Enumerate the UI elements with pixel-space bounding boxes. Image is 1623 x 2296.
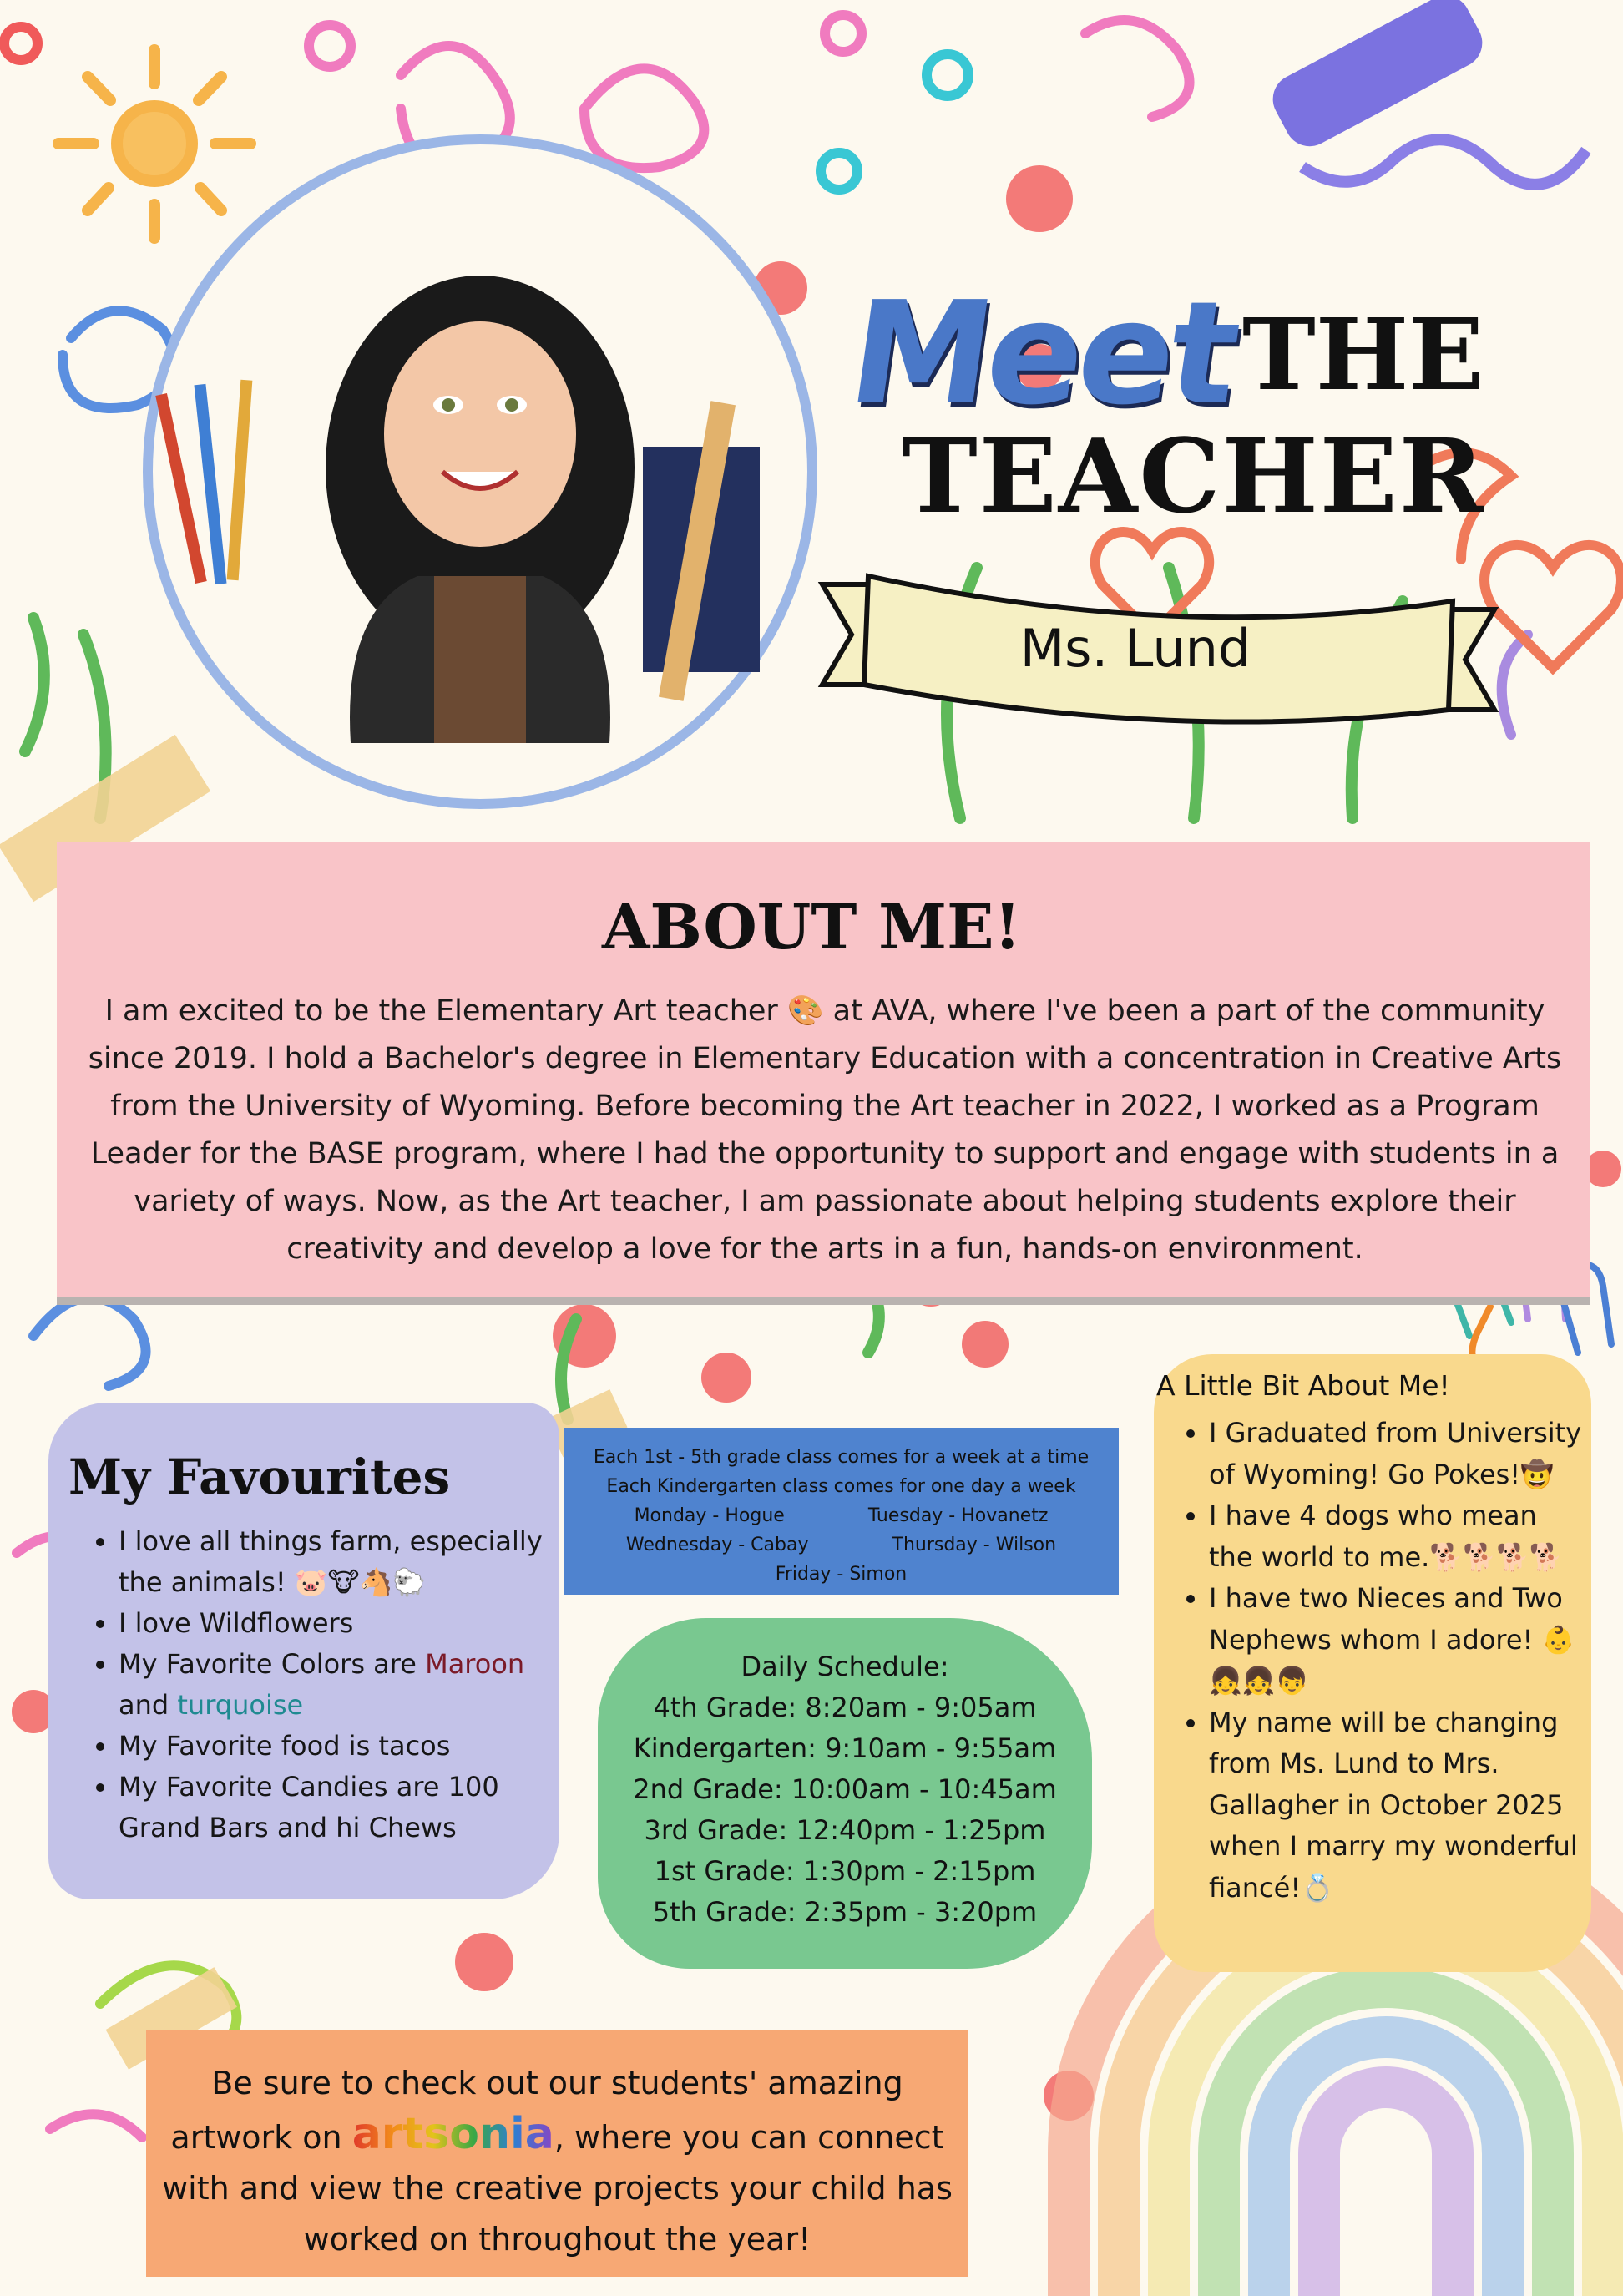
list-item: • My Favorite Candies are 100 Grand Bars and hi Chews	[119, 1767, 544, 1848]
friday-teacher: Friday - Simon	[775, 1564, 908, 1585]
about-text-part-1: I am excited to be the Elementary Art teacher	[104, 994, 787, 1028]
children-icon: 👶👧👧👦	[1209, 1623, 1575, 1697]
schedule-row: 2nd Grade: 10:00am - 10:45am	[633, 1773, 1057, 1805]
fact-graduated: I Graduated from University of Wyoming! Go Pokes!	[1209, 1417, 1582, 1490]
list-item: • I love Wildflowers	[119, 1603, 544, 1644]
favourite-colors-label: My Favorite Colors are	[119, 1648, 426, 1680]
list-item	[1209, 1578, 1585, 1702]
and-word: and	[119, 1689, 178, 1721]
fact-dogs: I have 4 dogs who mean the world to me.	[1209, 1499, 1537, 1573]
weekly-line-1: Each 1st - 5th grade class comes for a week at a time	[593, 1447, 1090, 1468]
about-title: ABOUT ME!	[602, 892, 1021, 963]
list-item: • My Favorite food is tacos	[119, 1726, 544, 1767]
footer-text	[146, 2058, 968, 2265]
title-the: THE	[1242, 296, 1484, 412]
ring-icon: 💍	[1301, 1871, 1334, 1904]
weekly-text	[564, 1443, 1119, 1589]
palette-icon: 🎨	[786, 994, 824, 1028]
daily-schedule	[598, 1646, 1092, 1933]
footer-text-part-2: , where you can connect with and view the creative projects your child has worked on throughout the year!	[162, 2119, 953, 2258]
weekly-row-1	[564, 1501, 1119, 1530]
thursday-teacher: Thursday - Wilson	[892, 1535, 1057, 1555]
schedule-row: 5th Grade: 2:35pm - 3:20pm	[652, 1896, 1038, 1928]
farm-animals-icon: 🐷🐮🐴🐑	[294, 1566, 427, 1598]
tuesday-teacher: Tuesday - Hovanetz	[867, 1505, 1049, 1526]
title-teacher: TEACHER	[902, 416, 1486, 536]
title-meet: Meet	[840, 271, 1245, 437]
fact-name-change: My name will be changing from Ms. Lund to Mrs. Gallagher in October 2025 when I marry my wonderful fiancé!	[1209, 1706, 1578, 1904]
daily-title: Daily Schedule:	[741, 1651, 949, 1682]
wednesday-teacher: Wednesday - Cabay	[625, 1535, 809, 1555]
about-text	[73, 988, 1576, 1273]
list-item	[1209, 1702, 1585, 1909]
list-item	[1209, 1495, 1585, 1578]
maroon-color-word: Maroon	[425, 1648, 525, 1680]
schedule-row: 1st Grade: 1:30pm - 2:15pm	[654, 1855, 1036, 1887]
teacher-name: Ms. Lund	[1019, 618, 1251, 679]
fact-nieces-nephews: I have two Nieces and Two Nephews whom I adore!	[1209, 1582, 1563, 1656]
schedule-row: 3rd Grade: 12:40pm - 1:25pm	[644, 1814, 1046, 1846]
teacher-avatar	[148, 139, 812, 804]
favourite-farm: I love all things farm, especially the animals!	[119, 1525, 543, 1598]
weekly-row-2	[564, 1530, 1119, 1560]
dogs-icon: 🐕🐕🐕🐕	[1429, 1540, 1563, 1573]
sun-doodle	[58, 50, 250, 238]
list-item	[119, 1644, 544, 1726]
footer-text-part-1: Be sure to check out our students' amazing artwork on	[170, 2065, 903, 2156]
cowboy-icon: 🤠	[1520, 1458, 1554, 1490]
little-bit-list	[1167, 1413, 1585, 1909]
schedule-row: 4th Grade: 8:20am - 9:05am	[653, 1692, 1037, 1723]
weekly-line-2: Each Kindergarten class comes for one day a week	[606, 1476, 1076, 1497]
artsonia-link[interactable]: artsonia	[351, 2109, 554, 2159]
favourites-title: My Favourites	[68, 1449, 451, 1505]
schedule-row: Kindergarten: 9:10am - 9:55am	[633, 1732, 1057, 1764]
monday-teacher: Monday - Hogue	[634, 1505, 785, 1526]
about-text-part-2: at AVA, where I've been a part of the community since 2019. I hold a Bachelor's degree in Elementary Education with a concentration in Creative Arts from the University of Wyoming. Before becoming the Art teacher in 2022, I worked as a Program Leader for the BASE program, where I had the opportunity to support and engage with students in a variety of ways. Now, as the Art teacher, I am passionate about helping students explore their creativity and develop a love for the arts in a fun, hands-on environment.	[88, 994, 1562, 1266]
little-bit-title: A Little Bit About Me!	[1156, 1369, 1450, 1402]
turquoise-color-word: turquoise	[177, 1689, 304, 1721]
list-item	[1209, 1413, 1585, 1495]
crayon-doodle	[1264, 0, 1586, 185]
favourites-list	[68, 1521, 544, 1848]
list-item	[119, 1521, 544, 1603]
